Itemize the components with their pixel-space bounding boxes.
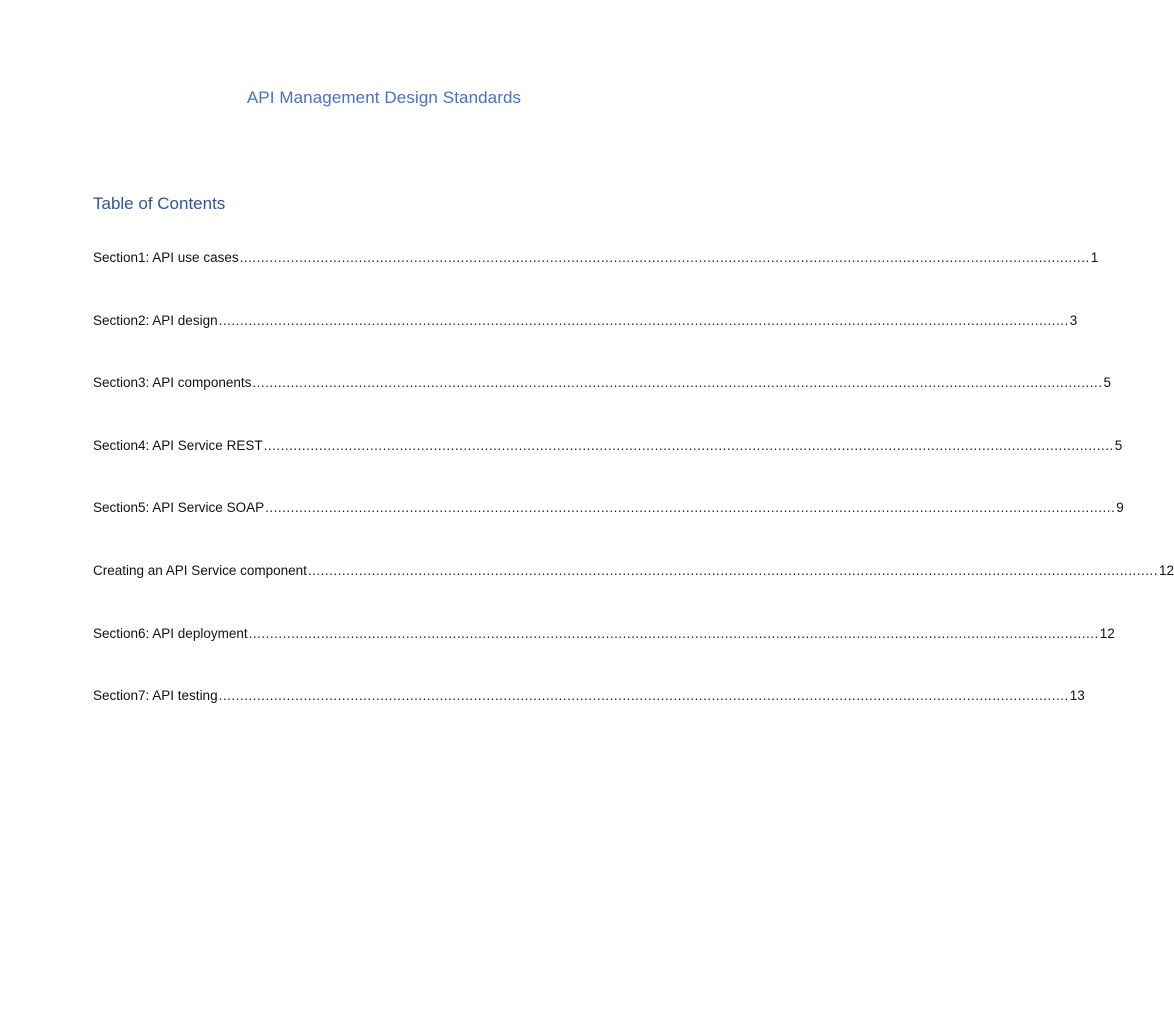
toc-page-number: 13 bbox=[1069, 688, 1085, 704]
toc-dot-leader: ........................................................................................................................................................................................................ bbox=[248, 625, 1099, 641]
toc-entry-label: Section6: API deployment bbox=[93, 625, 248, 641]
toc-entry-section2[interactable] bbox=[93, 312, 1078, 376]
toc-dot-leader: ........................................................................................................................................................................................................ bbox=[307, 562, 1159, 578]
toc-dot-leader: ........................................................................................................................................................................................................ bbox=[263, 437, 1114, 453]
toc-entry-label: Section3: API components bbox=[93, 375, 252, 391]
toc-page-number: 5 bbox=[1103, 375, 1112, 391]
table-of-contents bbox=[93, 250, 1174, 751]
toc-entry-section5[interactable] bbox=[93, 500, 1124, 563]
toc-page-number: 5 bbox=[1114, 437, 1123, 453]
toc-page-number: 3 bbox=[1069, 312, 1078, 328]
toc-entry-section6[interactable] bbox=[93, 625, 1115, 689]
document-title: API Management Design Standards bbox=[246, 88, 522, 107]
toc-page-number: 12 bbox=[1099, 625, 1115, 641]
toc-entry-section7[interactable] bbox=[93, 688, 1085, 751]
toc-entry-label: Section1: API use cases bbox=[93, 250, 239, 265]
toc-entry-label: Section7: API testing bbox=[93, 688, 218, 704]
toc-dot-leader: ........................................................................................................................................................................................................ bbox=[239, 250, 1090, 265]
toc-entry-label: Section2: API design bbox=[93, 312, 218, 328]
toc-heading: Table of Contents bbox=[93, 194, 226, 213]
toc-dot-leader: ........................................................................................................................................................................................................ bbox=[218, 312, 1069, 328]
toc-entry-api-service-component[interactable] bbox=[93, 562, 1174, 626]
toc-page-number: 9 bbox=[1116, 500, 1124, 516]
toc-entry-label: Creating an API Service component bbox=[93, 562, 307, 578]
toc-entry-label: Section4: API Service REST bbox=[93, 437, 263, 453]
toc-page-number: 1 bbox=[1090, 250, 1099, 265]
toc-page-number: 12 bbox=[1159, 562, 1174, 578]
toc-entry-section4[interactable] bbox=[93, 437, 1123, 501]
toc-entry-label: Section5: API Service SOAP bbox=[93, 500, 265, 516]
toc-dot-leader: ........................................................................................................................................................................................................ bbox=[265, 500, 1116, 516]
toc-entry-section1[interactable] bbox=[93, 250, 1099, 313]
toc-entry-section3[interactable] bbox=[93, 375, 1112, 438]
toc-dot-leader: ........................................................................................................................................................................................................ bbox=[218, 688, 1069, 704]
toc-dot-leader: ........................................................................................................................................................................................................ bbox=[252, 375, 1103, 391]
